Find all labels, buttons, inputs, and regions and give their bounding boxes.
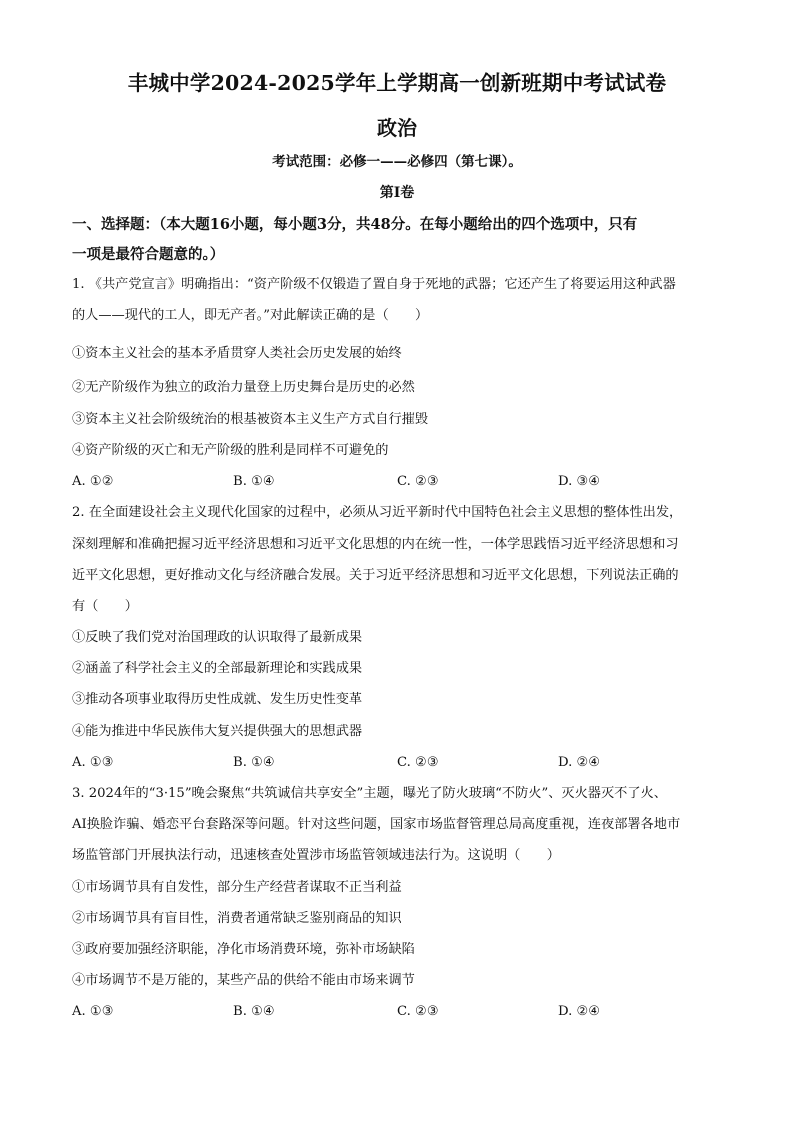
q2-item-3: ③推动各项事业取得历史性成就、发生历史性变革 <box>72 692 363 707</box>
q3-options <box>72 1002 732 1022</box>
q3-option-a[interactable]: A. ①③ <box>72 1004 114 1019</box>
q2-stem-line-2: 深刻理解和准确把握习近平经济思想和习近平文化思想的内在统一性，一体学思践悟习近平经济思想和习 <box>72 537 679 552</box>
q2-item-1: ①反映了我们党对治国理政的认识取得了最新成果 <box>72 630 363 645</box>
q3-item-4: ④市场调节不是万能的，某些产品的供给不能由市场来调节 <box>72 973 415 988</box>
section-heading-line-1: 一、选择题：（本大题16小题，每小题3分，共48分。在每小题给出的四个选项中，只有 <box>72 216 638 233</box>
volume-label: 第Ⅰ卷 <box>379 185 415 201</box>
q1-item-1: ①资本主义社会的基本矛盾贯穿人类社会历史发展的始终 <box>72 346 402 361</box>
q1-options <box>72 472 732 492</box>
subject-heading: 政治 <box>377 116 417 140</box>
section-heading-line-2: 一项是最符合题意的。） <box>72 246 225 263</box>
section-heading <box>72 210 732 270</box>
q2-options <box>72 753 732 773</box>
q1-item-3: ③资本主义社会阶级统治的根基被资本主义生产方式自行摧毁 <box>72 412 429 427</box>
q1-item-4: ④资产阶级的灭亡和无产阶级的胜利是同样不可避免的 <box>72 443 389 458</box>
q2-stem-line-4: 有（ ） <box>72 599 138 614</box>
q3-item-3: ③政府要加强经济职能，净化市场消费环境，弥补市场缺陷 <box>72 942 415 957</box>
q1-option-c[interactable]: C. ②③ <box>397 474 439 489</box>
q3-stem-line-3: 场监管部门开展执法行动，迅速核查处置涉市场监管领域违法行为。这说明（ ） <box>72 848 560 863</box>
q2-item-2: ②涵盖了科学社会主义的全部最新理论和实践成果 <box>72 661 363 676</box>
q3-stem-line-1: 3. 2024年的“3·15”晚会聚焦“共筑诚信共享安全”主题，曝光了防火玻璃“不防火”、灭火器灭不了火、 <box>72 786 667 801</box>
q3-item-2: ②市场调节具有盲目性，消费者通常缺乏鉴别商品的知识 <box>72 911 402 926</box>
q2-stem-line-3: 近平文化思想，更好推动文化与经济融合发展。关于习近平经济思想和习近平文化思想，下列说法正确的 <box>72 568 679 583</box>
q3-item-1: ①市场调节具有自发性，部分生产经营者谋取不正当利益 <box>72 880 402 895</box>
q3-option-b[interactable]: B. ①④ <box>233 1004 275 1019</box>
q2-stem-line-1: 2. 在全面建设社会主义现代化国家的过程中，必须从习近平新时代中国特色社会主义思想的整体性出发， <box>72 505 683 520</box>
q1-option-b[interactable]: B. ①④ <box>233 474 275 489</box>
q1-stem-line-1: 1. 《共产党宣言》明确指出：“资产阶级不仅锻造了置自身于死地的武器；它还产生了将要运用这种武器 <box>72 277 676 292</box>
q3-option-c[interactable]: C. ②③ <box>397 1004 439 1019</box>
exam-title: 丰城中学2024-2025学年上学期高一创新班期中考试试卷 <box>127 71 667 95</box>
q1-item-2: ②无产阶级作为独立的政治力量登上历史舞台是历史的必然 <box>72 380 415 395</box>
q3-option-d[interactable]: D. ②④ <box>558 1004 601 1019</box>
q2-item-4: ④能为推进中华民族伟大复兴提供强大的思想武器 <box>72 724 363 739</box>
q1-stem-line-2: 的人——现代的工人，即无产者。”对此解读正确的是（ ） <box>72 308 429 323</box>
q1-option-a[interactable]: A. ①② <box>72 474 114 489</box>
q1-option-d[interactable]: D. ③④ <box>558 474 601 489</box>
q2-option-c[interactable]: C. ②③ <box>397 755 439 770</box>
q2-option-a[interactable]: A. ①③ <box>72 755 114 770</box>
q2-option-b[interactable]: B. ①④ <box>233 755 275 770</box>
q3-stem-line-2: AI换脸诈骗、婚恋平台套路深等问题。针对这些问题，国家市场监督管理总局高度重视，连夜部署各地市 <box>72 817 681 832</box>
exam-scope: 考试范围：必修一——必修四（第七课）。 <box>272 154 522 170</box>
q2-option-d[interactable]: D. ②④ <box>558 755 601 770</box>
